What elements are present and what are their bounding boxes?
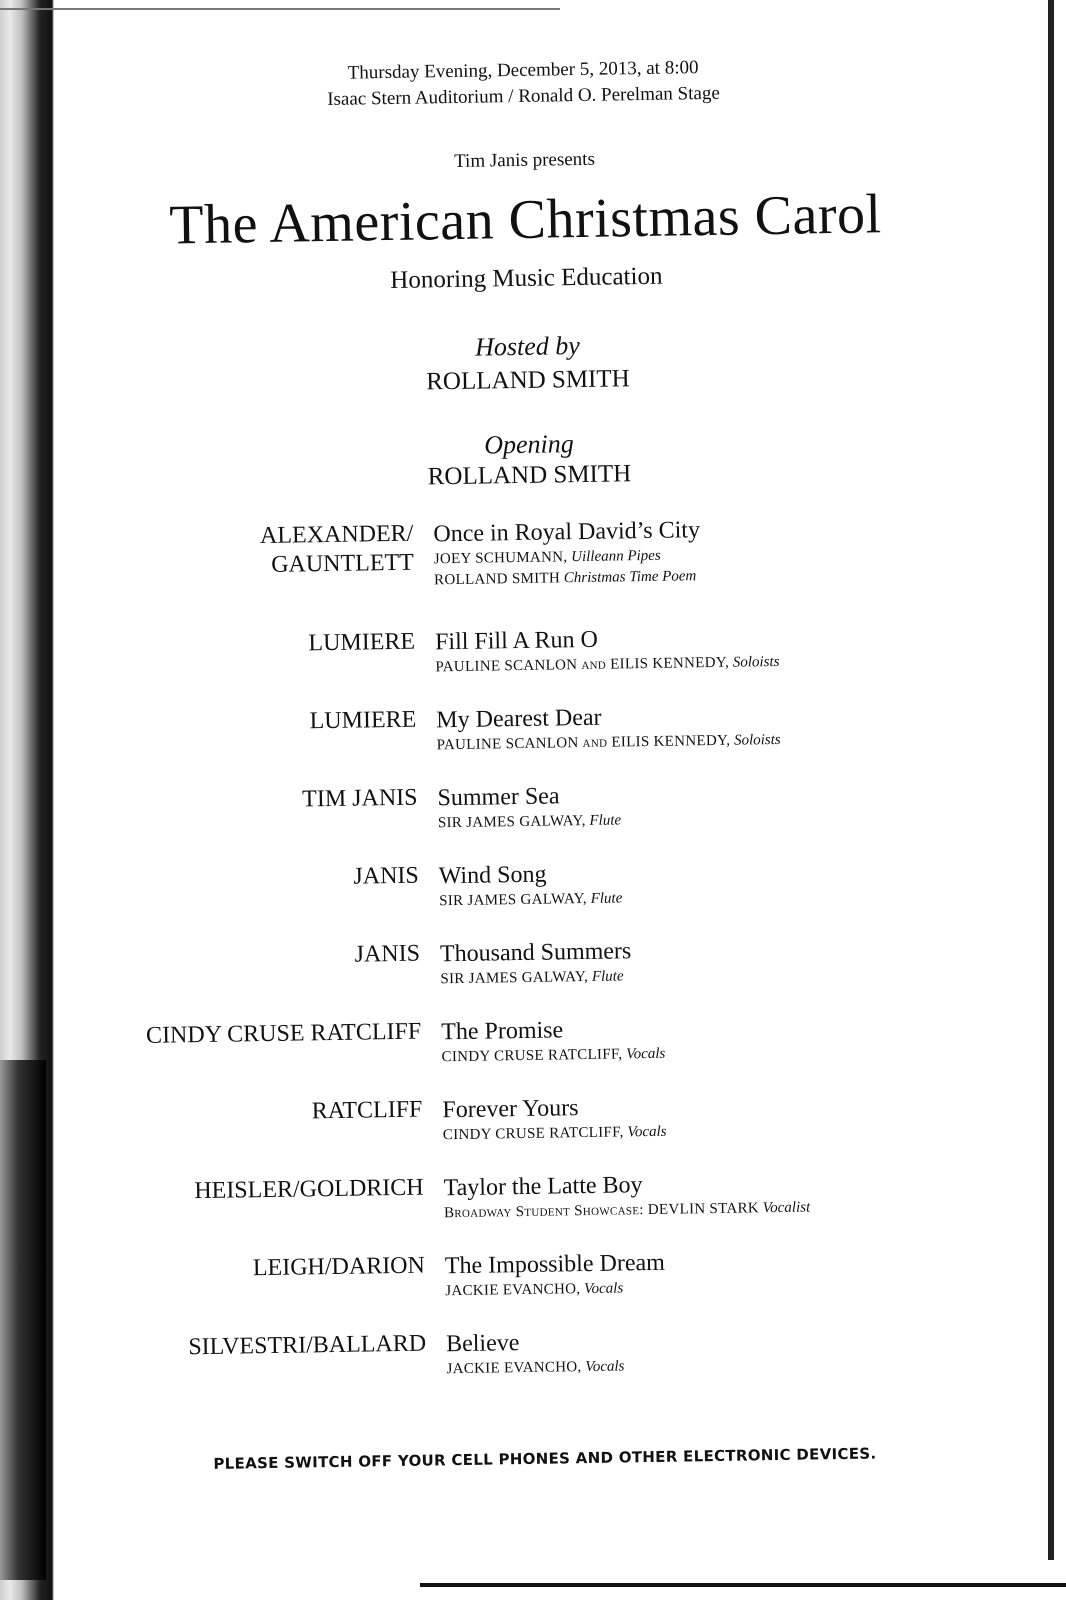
performer-name: Broadway Student Showcase: DEVLIN STARK — [443, 1200, 760, 1222]
composer — [0, 706, 417, 742]
composer — [0, 862, 419, 898]
performer-name: JACKIE EVANCHO, — [445, 1281, 581, 1300]
program-item — [10, 1319, 1066, 1414]
performer-role: Soloists — [733, 731, 781, 749]
composer — [2, 1096, 422, 1132]
composer — [5, 1252, 425, 1288]
performer-role: Soloists — [732, 653, 780, 671]
performer-role: Flute — [589, 812, 622, 829]
opening-name: ROLLAND SMITH — [427, 460, 632, 491]
composer — [0, 520, 414, 585]
performer-name: CINDY CRUSE RATCLIFF, — [442, 1124, 624, 1144]
performer-name: SIR JAMES GALWAY, — [437, 812, 586, 832]
concert-title: The American Christmas Carol — [168, 183, 883, 257]
composer-line: HEISLER/GOLDRICH — [194, 1174, 424, 1205]
piece-title: Fill Fill A Run O — [434, 626, 599, 656]
performer-role: Vocalist — [762, 1199, 811, 1217]
piece-title: Once in Royal David’s City — [433, 517, 701, 548]
presenter-line: Tim Janis presents — [453, 148, 596, 172]
piece-title: Forever Yours — [442, 1095, 579, 1124]
phones-off-notice: PLEASE SWITCH OFF YOUR CELL PHONES AND OTHER ELECTRONIC DEVICES. — [213, 1444, 877, 1473]
event-date: Thursday Evening, December 5, 2013, at 8:00 — [347, 57, 699, 84]
hosted-by-label: Hosted by — [474, 331, 581, 362]
piece — [441, 1009, 962, 1068]
piece — [445, 1243, 966, 1302]
piece-title: My Dearest Dear — [436, 704, 602, 734]
composer-line: TIM JANIS — [301, 784, 418, 813]
performer-name: ROLLAND SMITH — [433, 570, 561, 589]
composer — [1, 1018, 421, 1054]
piece — [439, 853, 960, 912]
composer — [0, 784, 418, 820]
piece-title: Wind Song — [438, 861, 547, 890]
performer-role: Flute — [590, 890, 623, 907]
composer-line: LUMIERE — [309, 706, 417, 735]
performer-name: CINDY CRUSE RATCLIFF, — [441, 1046, 623, 1066]
performer-name: PAULINE SCANLON and EILIS KENNEDY, — [435, 654, 730, 676]
composer-line: RATCLIFF — [311, 1096, 423, 1125]
piece-title: Taylor the Latte Boy — [443, 1172, 643, 1202]
composer-line: LUMIERE — [308, 628, 416, 657]
piece — [442, 1087, 963, 1146]
composer-line: LEIGH/DARION — [252, 1252, 426, 1282]
performer-name: PAULINE SCANLON and EILIS KENNEDY, — [436, 732, 731, 754]
performer-role: Uilleann Pipes — [571, 547, 661, 566]
piece-title: Thousand Summers — [439, 938, 632, 968]
piece — [436, 697, 957, 756]
composer-line: JANIS — [354, 940, 421, 968]
composer — [6, 1330, 426, 1366]
piece-title: The Promise — [441, 1017, 564, 1046]
concert-subtitle: Honoring Music Education — [390, 262, 663, 294]
host-name: ROLLAND SMITH — [426, 365, 630, 396]
piece — [443, 1165, 964, 1224]
composer-line: GAUNTLETT — [271, 549, 415, 578]
program-item — [0, 509, 1065, 634]
composer-line: SILVESTRI/BALLARD — [188, 1330, 427, 1361]
composer — [3, 1174, 423, 1210]
piece-title: The Impossible Dream — [444, 1249, 665, 1280]
opening-label: Opening — [483, 429, 574, 460]
piece — [437, 775, 958, 834]
performer-role: Vocals — [585, 1358, 625, 1376]
composer-line: CINDY CRUSE RATCLIFF — [145, 1018, 422, 1049]
composer-line: JANIS — [353, 862, 419, 890]
composer — [0, 628, 415, 664]
piece — [435, 619, 956, 678]
program-list — [0, 509, 1066, 1414]
composer-line: ALEXANDER/ — [259, 520, 414, 550]
piece — [433, 511, 954, 591]
performer-role: Christmas Time Poem — [563, 568, 697, 587]
composer — [0, 940, 420, 976]
performer-role: Flute — [591, 968, 624, 985]
performer-name: SIR JAMES GALWAY, — [439, 890, 588, 910]
performer-role: Vocals — [583, 1280, 624, 1298]
performer-name: SIR JAMES GALWAY, — [440, 968, 589, 988]
piece-title: Believe — [445, 1330, 520, 1358]
piece — [446, 1321, 967, 1380]
event-venue: Isaac Stern Auditorium / Ronald O. Perelman Stage — [327, 82, 720, 110]
piece-title: Summer Sea — [437, 783, 560, 812]
performer-name: JACKIE EVANCHO, — [446, 1359, 582, 1378]
piece — [440, 931, 961, 990]
performer-role: Vocals — [626, 1045, 666, 1063]
performer-name: JOEY SCHUMANN, — [433, 549, 568, 568]
performer-role: Vocals — [627, 1123, 667, 1141]
